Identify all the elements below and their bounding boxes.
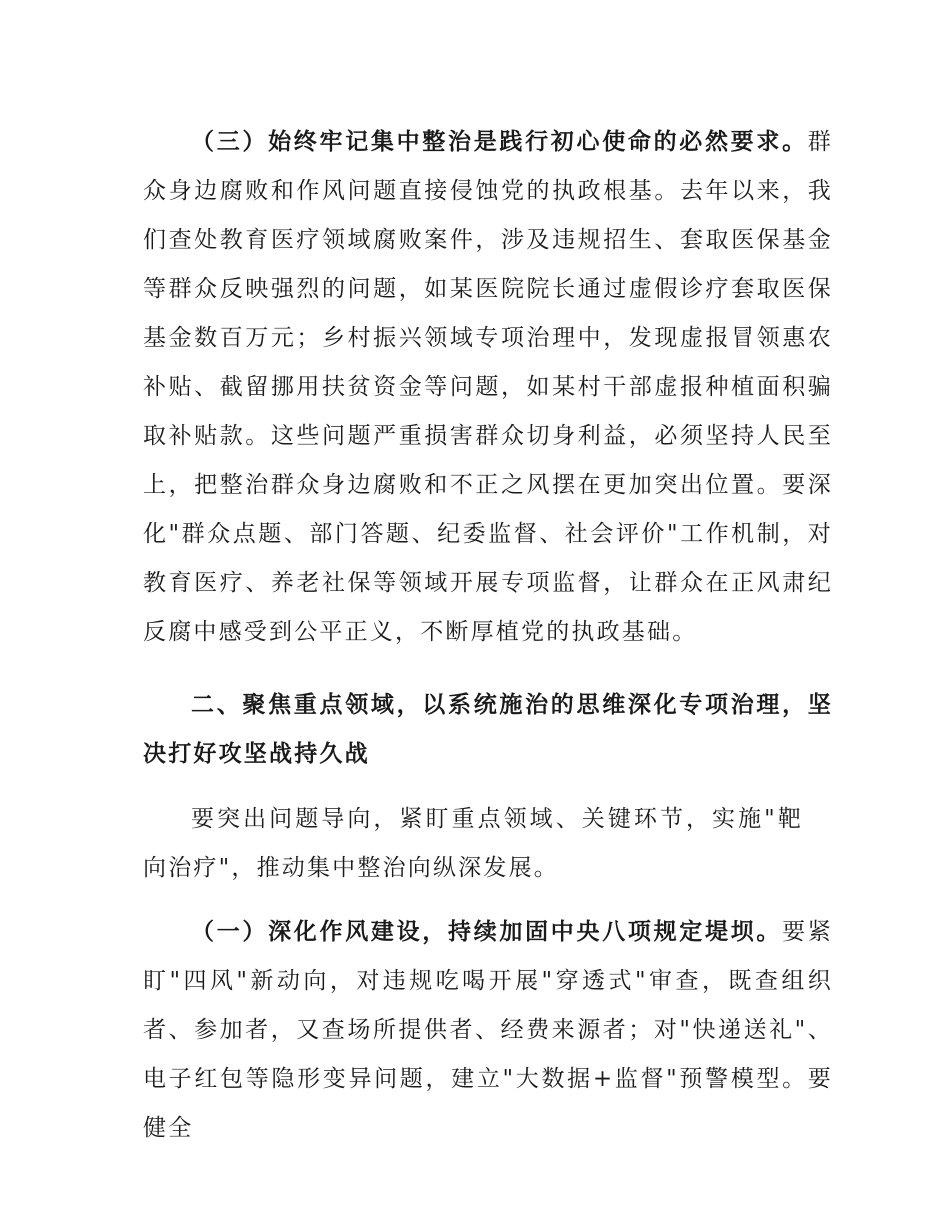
paragraph-problem-orientation: 要突出问题导向，紧盯重点领域、关键环节，实施"靶向治疗"，推动集中整治向纵深发展。 [143, 806, 803, 881]
paragraph-body-text: 要紧盯"四风"新动向，对违规吃喝开展"穿透式"审查，既查组织者、参加者，又查场所提供者、经费来源者；对"快递送礼"、电子红包等隐形变异问题，建立"大数据+监督"预警模型。要健全 [143, 919, 833, 1141]
paragraph-body-text: 群众身边腐败和作风问题直接侵蚀党的执政根基。去年以来，我们查处教育医疗领域腐败案件，涉及违规招生、套取医保基金等群众反映强烈的问题，如某医院院长通过虚假诊疗套取医保基金数百万元；乡村振兴领域专项治理中，发现虚报冒领惠农补贴、截留挪用扶贫资金等问题，如某村干部虚报种植面积骗取补贴款。这些问题严重损害群众切身利益，必须坚持人民至上，把整治群众身边腐败和不正之风摆在更加突出位置。要深化"群众点题、部门答题、纪委监督、社会评价"工作机制，对教育医疗、养老社保等领域开展专项监督，让群众在正风肃纪反腐中感受到公平正义，不断厚植党的执政基础。 [143, 129, 833, 645]
section-heading-two: 二、聚焦重点领域，以系统施治的思维深化专项治理，坚决打好攻坚战持久战 [143, 692, 833, 767]
paragraph-lead-heading: （一）深化作风建设，持续加固中央八项规定堤坝。 [191, 919, 783, 945]
paragraph-lead-heading: （三）始终牢记集中整治是践行初心使命的必然要求。 [191, 129, 808, 155]
paragraph-people-centered [143, 118, 833, 657]
paragraph-work-style [143, 908, 833, 1153]
